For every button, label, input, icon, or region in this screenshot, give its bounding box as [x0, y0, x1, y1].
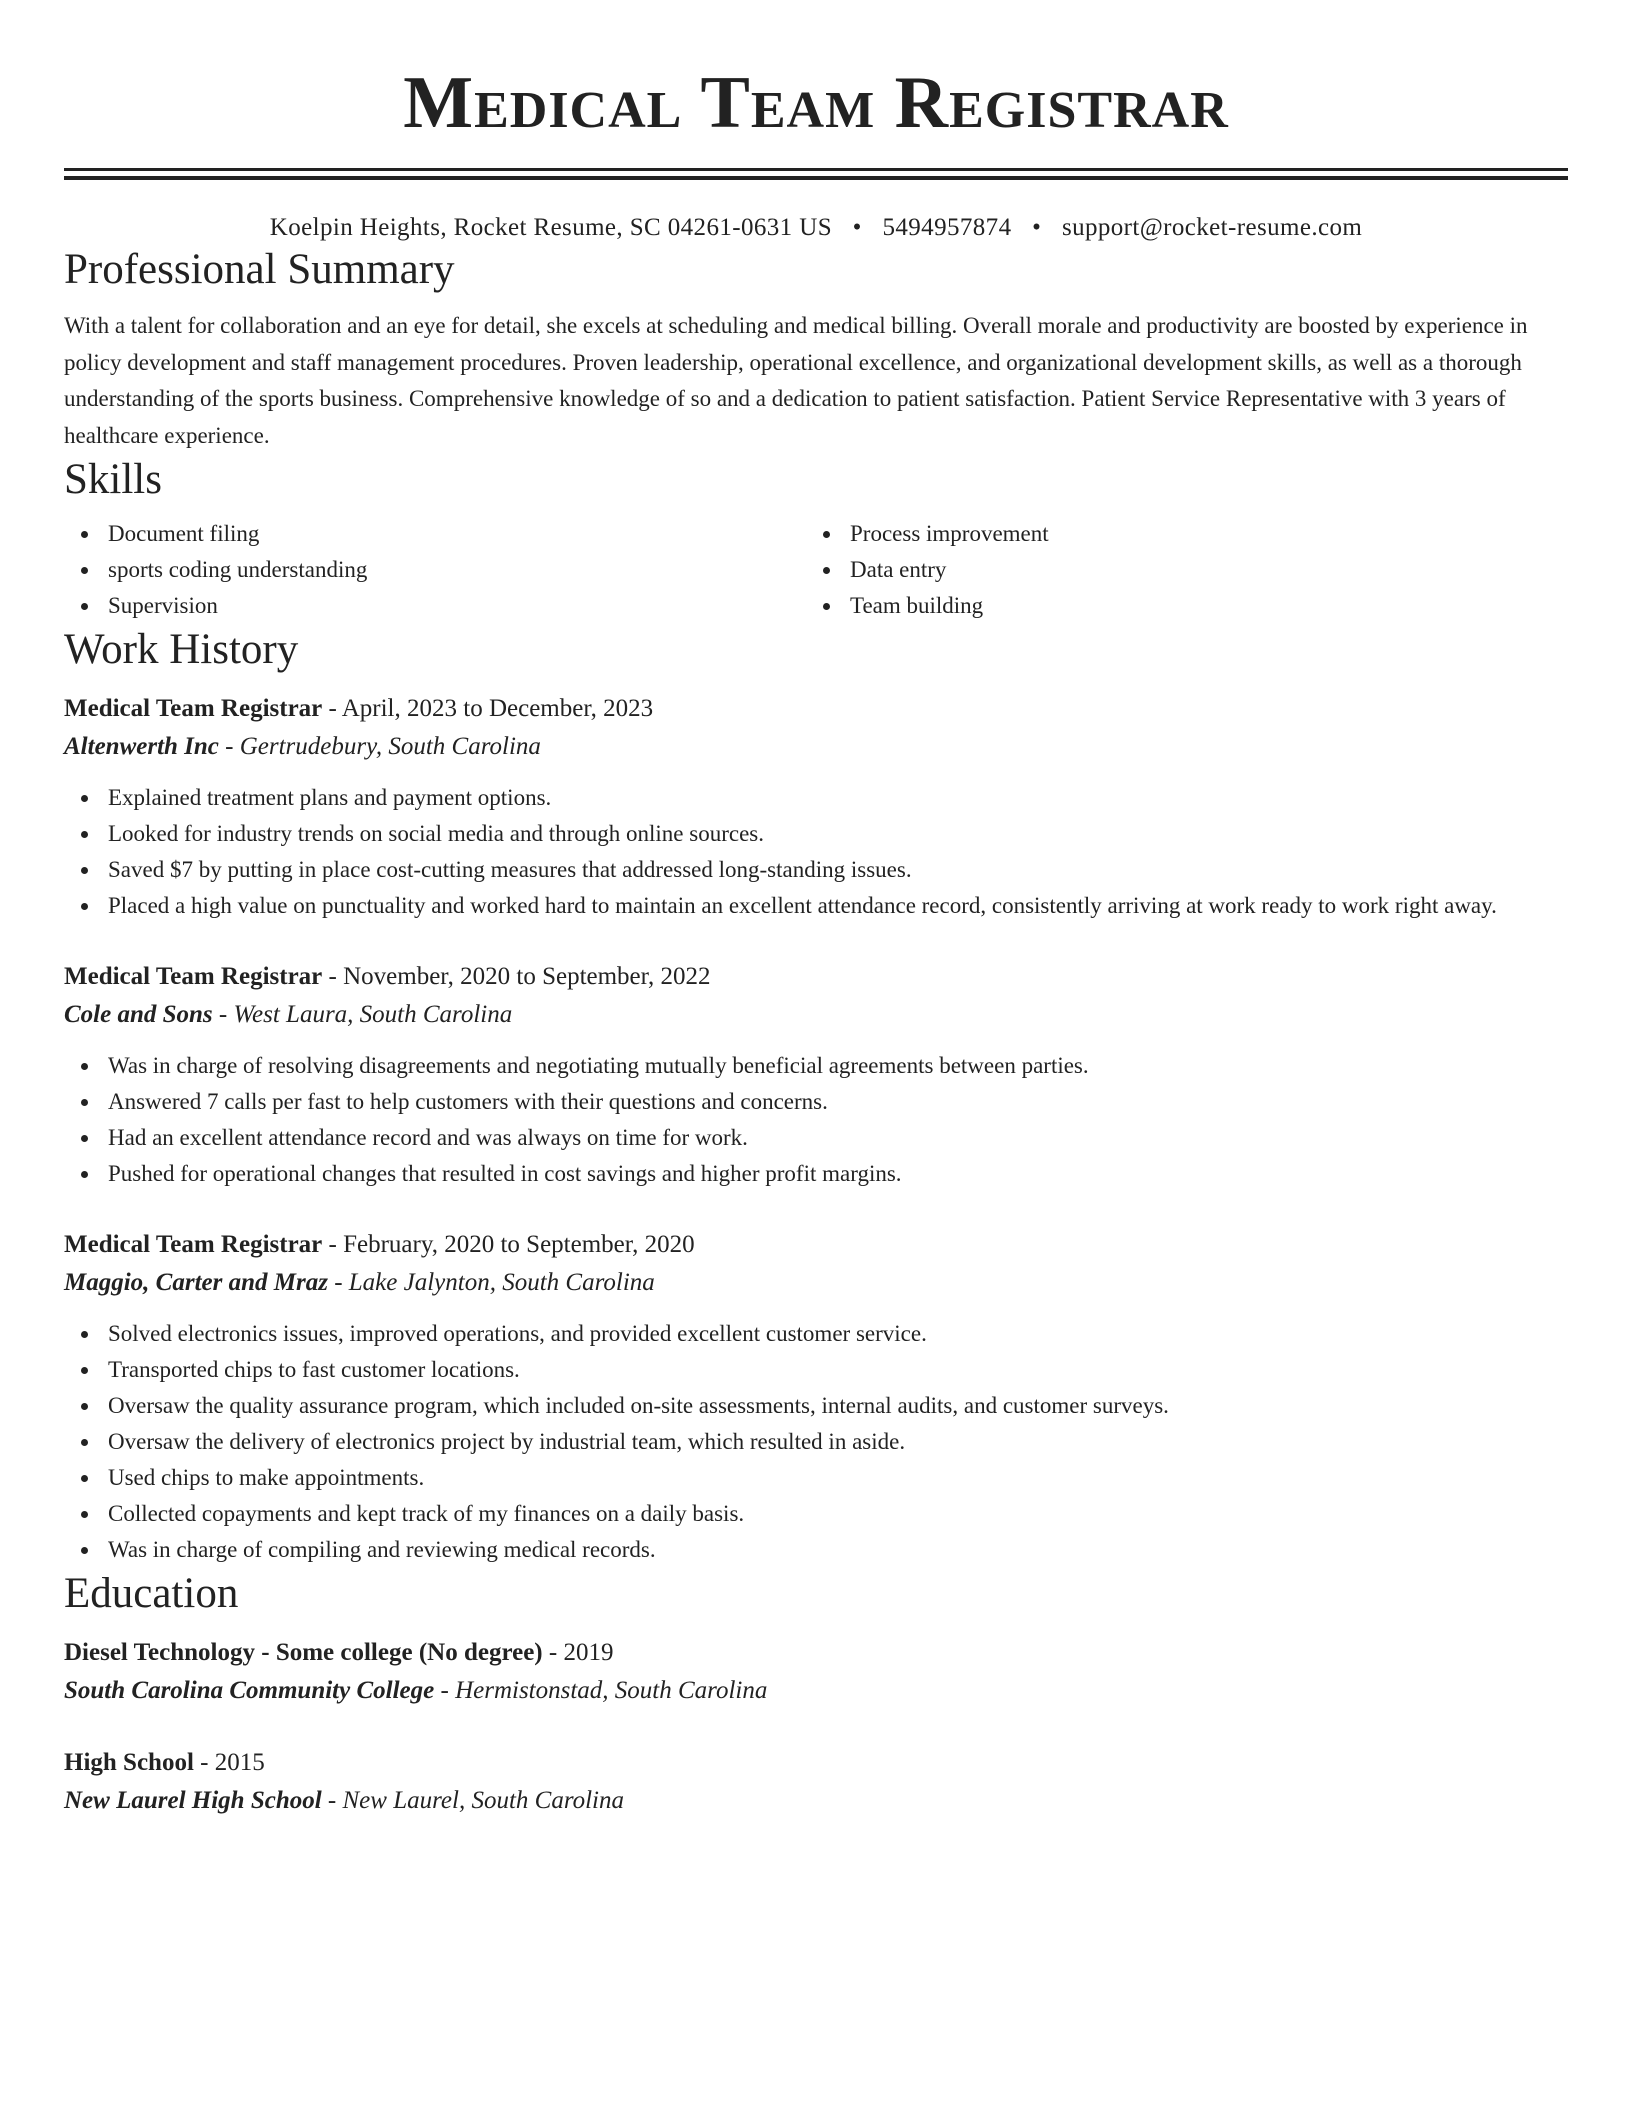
skills-list: [64, 516, 1568, 624]
job-entry: [64, 958, 1568, 1192]
job-duty: Transported chips to fast customer locations.: [64, 1352, 1568, 1388]
job-role: Medical Team Registrar: [64, 695, 323, 722]
job-role: Medical Team Registrar: [64, 1231, 323, 1258]
job-duties: [64, 1316, 1568, 1568]
contact-separator: •: [1032, 214, 1042, 241]
job-duty: Looked for industry trends on social media and through online sources.: [64, 816, 1568, 852]
job-duty: Had an excellent attendance record and was always on time for work.: [64, 1120, 1568, 1156]
skill-item: Supervision: [64, 588, 806, 624]
skill-item: Data entry: [806, 552, 1548, 588]
skills-column-left: [64, 516, 806, 624]
job-employer: Maggio, Carter and Mraz - Lake Jalynton, South Carolina: [64, 1269, 655, 1296]
job-duty: Was in charge of compiling and reviewing medical records.: [64, 1532, 1568, 1568]
job-header: Medical Team Registrar - February, 2020 to September, 2020: [64, 1231, 695, 1258]
header-rule-bottom: [64, 176, 1568, 180]
job-dates: April, 2023 to December, 2023: [341, 695, 654, 722]
education-institution: South Carolina Community College - Hermistonstad, South Carolina: [64, 1677, 768, 1704]
education-entry: [64, 1744, 1568, 1820]
education-location: New Laurel, South Carolina: [342, 1787, 625, 1814]
job-company: Maggio, Carter and Mraz: [64, 1269, 328, 1296]
education-header: High School - 2015: [64, 1749, 265, 1776]
resume-page: [64, 0, 1568, 1820]
skill-item: sports coding understanding: [64, 552, 806, 588]
contact-email: support@rocket-resume.com: [1061, 214, 1363, 241]
education-location: Hermistonstad, South Carolina: [455, 1677, 768, 1704]
skills-column-right: [806, 516, 1548, 624]
job-employer: Altenwerth Inc - Gertrudebury, South Carolina: [64, 733, 541, 760]
job-duty: Pushed for operational changes that resulted in cost savings and higher profit margins.: [64, 1156, 1568, 1192]
job-duty: Placed a high value on punctuality and worked hard to maintain an excellent attendance record, consistently arriving at work ready to work right away.: [64, 888, 1568, 924]
job-duties: [64, 780, 1568, 924]
job-duty: Oversaw the quality assurance program, which included on-site assessments, internal audits, and customer surveys.: [64, 1388, 1568, 1424]
job-company: Cole and Sons: [64, 1001, 213, 1028]
job-header: Medical Team Registrar - November, 2020 to September, 2022: [64, 963, 711, 990]
education-entry: [64, 1634, 1568, 1710]
job-entry: [64, 690, 1568, 924]
resume-name: Medical Team Registrar: [403, 62, 1229, 144]
education-year: 2019: [563, 1639, 614, 1666]
summary-text: With a talent for collaboration and an eye for detail, she excels at scheduling and medical billing. Overall morale and productivity are boosted by experience in policy development and staff management procedures. Proven leadership, operational excellence, and organizational development skills, as well as a thorough understanding of the sports business. Comprehensive knowledge of so and a dedication to patient satisfaction. Patient Service Representative with 3 years of healthcare experience.: [64, 313, 1528, 448]
skill-item: Process improvement: [806, 516, 1548, 552]
job-entry: [64, 1226, 1568, 1568]
education-heading: Education: [64, 1570, 239, 1617]
contact-address: Koelpin Heights, Rocket Resume, SC 04261-0631 US: [269, 214, 832, 241]
job-duty: Used chips to make appointments.: [64, 1460, 1568, 1496]
job-location: West Laura, South Carolina: [233, 1001, 513, 1028]
education-header: Diesel Technology - Some college (No degree) - 2019: [64, 1639, 614, 1666]
job-duty: Was in charge of resolving disagreements and negotiating mutually beneficial agreements between parties.: [64, 1048, 1568, 1084]
education-school: South Carolina Community College: [64, 1677, 435, 1704]
job-location: Lake Jalynton, South Carolina: [348, 1269, 655, 1296]
job-duty: Oversaw the delivery of electronics project by industrial team, which resulted in aside.: [64, 1424, 1568, 1460]
education-degree: Diesel Technology - Some college (No degree): [64, 1639, 543, 1666]
job-dates: February, 2020 to September, 2020: [343, 1231, 695, 1258]
skills-heading: Skills: [64, 456, 162, 503]
job-duty: Answered 7 calls per fast to help customers with their questions and concerns.: [64, 1084, 1568, 1120]
job-company: Altenwerth Inc: [64, 733, 219, 760]
skill-item: Team building: [806, 588, 1548, 624]
job-location: Gertrudebury, South Carolina: [239, 733, 541, 760]
summary-heading: Professional Summary: [64, 246, 455, 293]
job-duty: Saved $7 by putting in place cost-cutting measures that addressed long-standing issues.: [64, 852, 1568, 888]
job-employer: Cole and Sons - West Laura, South Carolina: [64, 1001, 513, 1028]
contact-separator: •: [852, 214, 862, 241]
job-role: Medical Team Registrar: [64, 963, 323, 990]
education-school: New Laurel High School: [64, 1787, 322, 1814]
education-year: 2015: [214, 1749, 265, 1776]
contact-phone: 5494957874: [882, 214, 1012, 241]
education-degree: High School: [64, 1749, 194, 1776]
job-dates: November, 2020 to September, 2022: [343, 963, 711, 990]
work-history-heading: Work History: [64, 626, 299, 673]
skill-item: Document filing: [64, 516, 806, 552]
education-institution: New Laurel High School - New Laurel, South Carolina: [64, 1787, 625, 1814]
job-duties: [64, 1048, 1568, 1192]
job-header: Medical Team Registrar - April, 2023 to December, 2023: [64, 695, 654, 722]
header-rule-top: [64, 168, 1568, 171]
job-duty: Solved electronics issues, improved operations, and provided excellent customer service.: [64, 1316, 1568, 1352]
contact-line: [64, 212, 1568, 244]
job-duty: Collected copayments and kept track of my finances on a daily basis.: [64, 1496, 1568, 1532]
job-duty: Explained treatment plans and payment options.: [64, 780, 1568, 816]
